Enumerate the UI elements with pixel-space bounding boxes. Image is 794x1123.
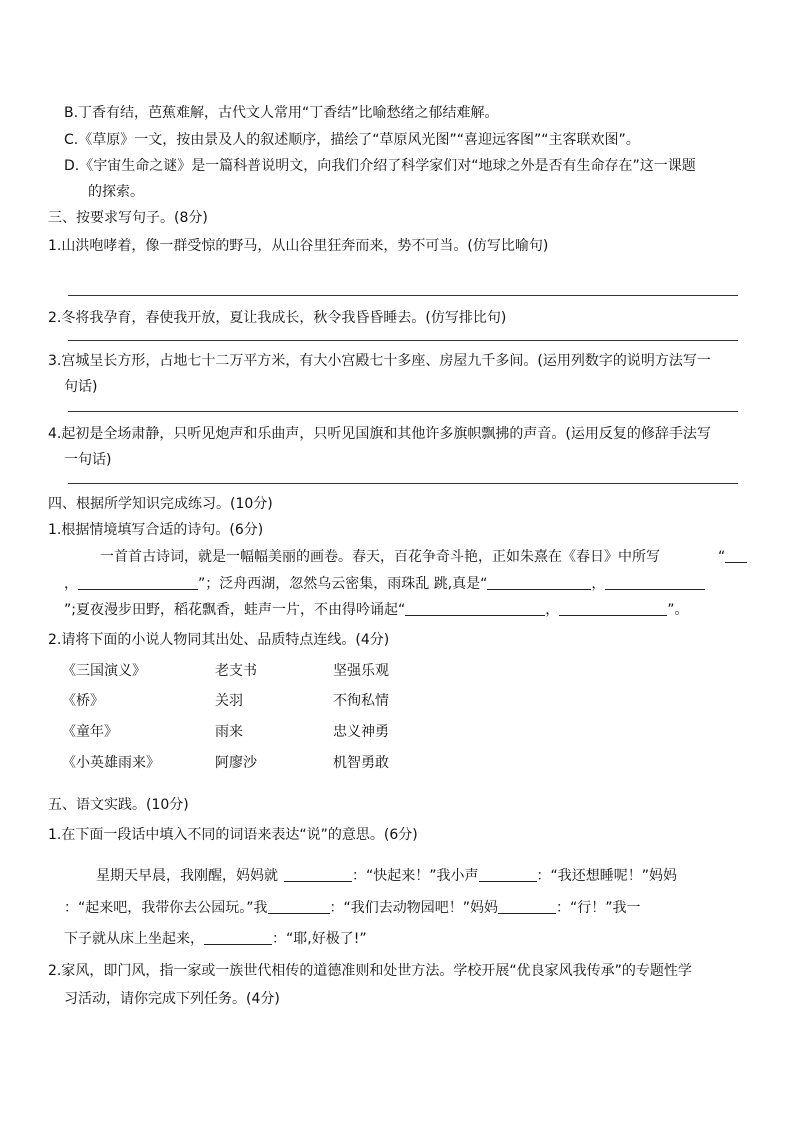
section4-q2: 2.请将下面的小说人物同其出处、品质特点连线。(4分) <box>48 632 390 648</box>
say-blank-1[interactable] <box>284 867 352 882</box>
poem-close: ”。 <box>667 602 689 618</box>
say-blank-5[interactable] <box>204 930 272 945</box>
section3-q1: 1.山洪咆哮着，像一群受惊的野马，从山谷里狂奔而来，势不可当。(仿写比喻句) <box>48 238 549 254</box>
poem-blank-1b[interactable] <box>78 575 198 590</box>
option-d-line2: 的探索。 <box>88 184 144 200</box>
say-blank-2[interactable] <box>479 867 537 882</box>
section3-q4-line1: 4.起初是全场肃静，只听见炮声和乐曲声，只听见国旗和其他许多旗帜飘拂的声音。(运用反复的修辞手法写 <box>48 426 711 442</box>
option-d-line1: D.《宇宙生命之谜》是一篇科普说明文，向我们介绍了科学家们对“地球之外是否有生命存在”这一课题 <box>64 158 696 174</box>
section3-heading: 三、按要求写句子。(8分) <box>48 210 208 226</box>
trait-3: 忠义神勇 <box>333 724 389 740</box>
book-1: 《三国演义》 <box>62 663 146 679</box>
person-3: 雨来 <box>215 724 243 740</box>
poem-text-3: ”;夏夜漫步田野，稻花飘香，蛙声一片，不由得吟诵起“ <box>64 602 406 618</box>
section5-heading: 五、语文实践。(10分) <box>48 797 189 813</box>
answer-line-q3[interactable] <box>68 411 738 412</box>
say-text-3b: ：“耶,好极了!” <box>272 931 367 947</box>
say-blank-4[interactable] <box>498 899 556 914</box>
option-b: B.丁香有结，芭蕉难解，古代文人常用“丁香结”比喻愁绪之郁结难解。 <box>64 105 499 121</box>
trait-1: 坚强乐观 <box>333 663 389 679</box>
answer-line-q4[interactable] <box>68 483 738 484</box>
poem-blank-3b[interactable] <box>559 601 667 616</box>
section3-q4-line2: 一句话) <box>64 452 112 468</box>
trait-2: 不徇私情 <box>333 693 389 709</box>
poem-text-1: 一首首古诗词，就是一幅幅美丽的画卷。春天，百花争奇斗艳，正如朱熹在《春日》中所写 <box>100 549 660 565</box>
answer-line-q1[interactable] <box>68 295 738 296</box>
say-blank-3[interactable] <box>268 899 330 914</box>
poem-blank-1a[interactable] <box>725 548 747 563</box>
poem-paragraph-line2 <box>64 575 705 593</box>
say-paragraph-line3 <box>64 930 367 948</box>
say-text-2b: ：“我们去动物园吧！”妈妈 <box>329 900 499 916</box>
person-4: 阿廖沙 <box>215 755 257 771</box>
say-text-1b: ：“快起来！”我小声 <box>352 868 479 884</box>
person-2: 关羽 <box>215 693 243 709</box>
section4-q1: 1.根据情境填写合适的诗句。(6分) <box>48 522 264 538</box>
section5-q2-line2: 习活动，请你完成下列任务。(4分) <box>64 991 280 1007</box>
book-2: 《桥》 <box>62 693 104 709</box>
say-paragraph-line2 <box>64 899 641 917</box>
poem-blank-2a[interactable] <box>487 575 591 590</box>
trait-4: 机智勇敢 <box>333 755 389 771</box>
poem-line1-tail <box>718 548 747 566</box>
say-text-2c: ：“行！”我一 <box>556 900 641 916</box>
say-text-1a: 星期天早晨，我刚醒，妈妈就 <box>96 868 278 884</box>
answer-line-q2[interactable] <box>68 340 738 341</box>
say-paragraph-line1 <box>96 867 677 885</box>
poem-comma-2: ， <box>591 576 606 592</box>
book-4: 《小英雄雨来》 <box>62 755 160 771</box>
say-text-3a: 下子就从床上坐起来， <box>64 931 204 947</box>
poem-text-2: ”；泛舟西湖，忽然乌云密集，雨珠乱 跳,真是“ <box>198 576 488 592</box>
open-quote: “ <box>718 549 726 565</box>
book-3: 《童年》 <box>62 724 118 740</box>
say-text-1c: ：“我还想睡呢！”妈妈 <box>536 868 678 884</box>
section3-q3-line1: 3.宫城呈长方形，占地七十二万平方米，有大小宫殿七十多座、房屋九千多间。(运用列数字的说明方法写一 <box>48 353 711 369</box>
section3-q3-line2: 句话) <box>64 379 98 395</box>
poem-paragraph-line1 <box>100 548 660 566</box>
section4-heading: 四、根据所学知识完成练习。(10分) <box>48 496 273 512</box>
option-c: C.《草原》一文，按由景及人的叙述顺序，描绘了“草原风光图”“喜迎远客图”“主客联欢图”。 <box>64 132 640 148</box>
poem-comma-1: ， <box>64 576 78 592</box>
person-1: 老支书 <box>215 663 257 679</box>
poem-blank-2b[interactable] <box>605 575 705 590</box>
say-text-2a: ：“起来吧，我带你去公园玩。”我 <box>64 900 268 916</box>
section5-q2-line1: 2.家风，即门风，指一家或一族世代相传的道德准则和处世方法。学校开展“优良家风我传承”的专题性学 <box>48 963 692 979</box>
poem-paragraph-line3 <box>64 601 689 619</box>
poem-comma-3: ， <box>545 602 560 618</box>
section3-q2: 2.冬将我孕育，春使我开放，夏让我成长，秋令我昏昏睡去。(仿写排比句) <box>48 310 507 326</box>
section5-q1: 1.在下面一段话中填入不同的词语来表达“说”的意思。(6分) <box>48 827 418 843</box>
poem-blank-3a[interactable] <box>405 601 545 616</box>
